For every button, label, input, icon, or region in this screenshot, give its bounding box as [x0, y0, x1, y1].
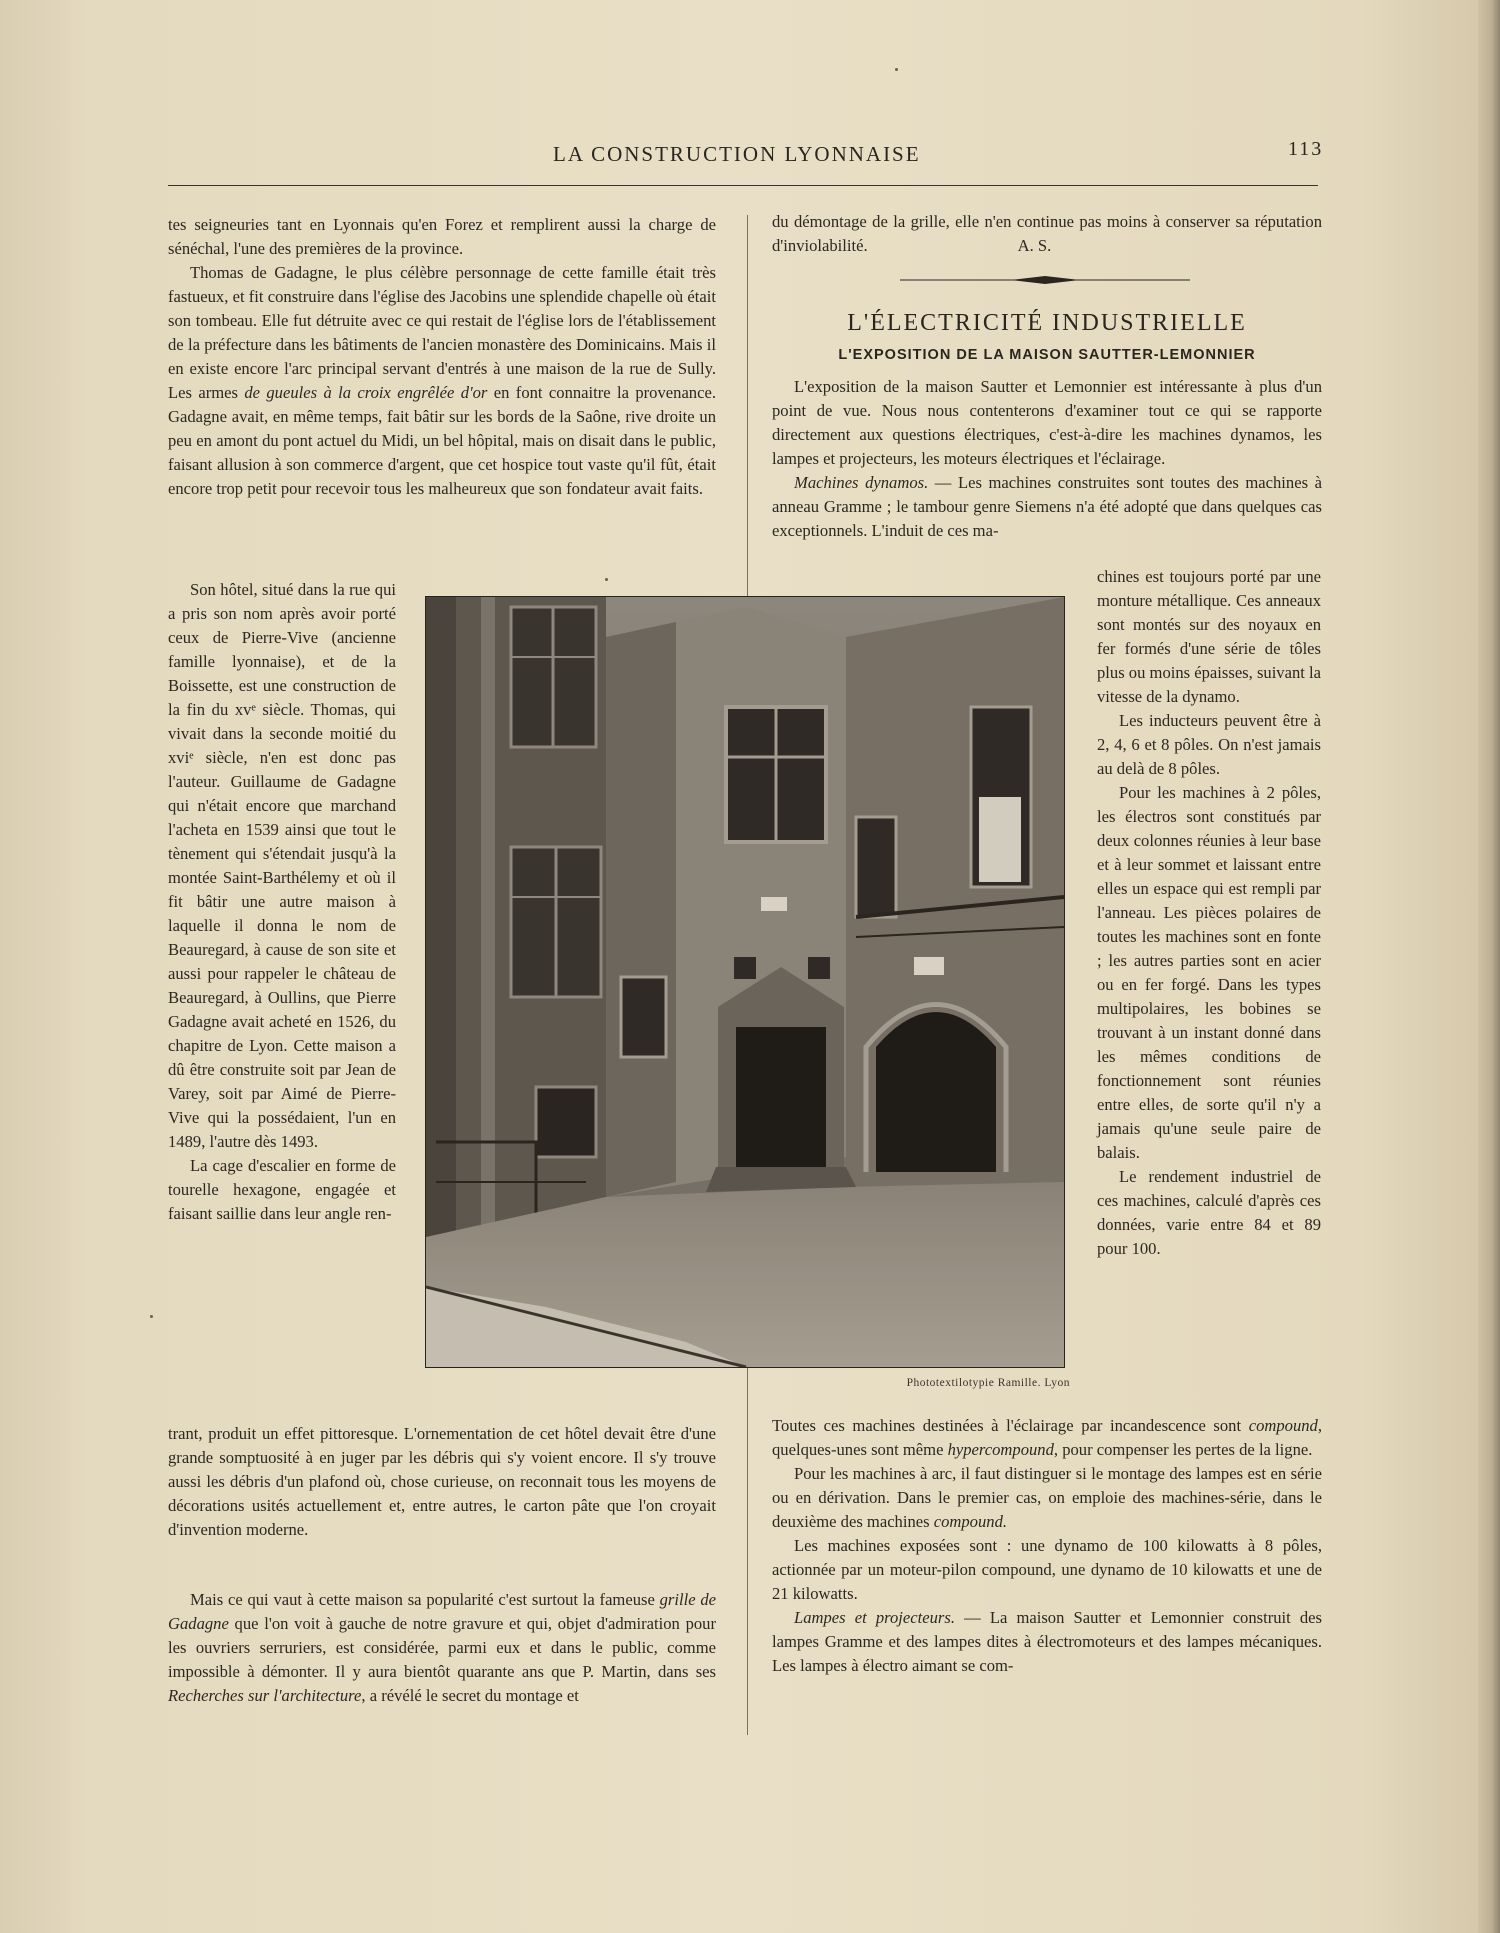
text-run: Mais ce qui vaut à cette maison sa popularité c'est surtout la fameuse — [190, 1590, 660, 1609]
header-rule — [168, 185, 1318, 186]
paper-spot — [150, 1315, 153, 1318]
left-column-wrap — [168, 578, 396, 1226]
paragraph: Les machines exposées sont : une dynamo de 100 kilowatts à 8 pôles, actionnée par un moteur-pilon compound, une dynamo de 10 kilowatts et une de 21 kilowatts. — [772, 1536, 1322, 1603]
paper-spot — [895, 68, 898, 71]
text-run: — Les machines construites sont toutes des machines à anneau Gramme ; le tambour genre Siemens n'a été adopté que dans quelques cas exceptionnels. L'induit de ces ma- — [772, 473, 1322, 540]
paper-spot — [605, 578, 608, 581]
paragraph: Le rendement industriel de ces machines, calculé d'après ces données, varie entre 84 et 89 pour 100. — [1097, 1167, 1321, 1258]
paragraph-grille — [168, 1588, 716, 1708]
section-subtitle: L'EXPOSITION DE LA MAISON SAUTTER-LEMONNIER — [838, 347, 1256, 363]
figure-caption: Phototextilotypie Ramille. Lyon — [906, 1377, 1070, 1389]
text-run: du démontage de la grille, elle n'en continue pas moins à conserver sa réputation d'inviolabilité. — [772, 212, 1322, 255]
courtyard-illustration — [426, 597, 1064, 1367]
page-number: 113 — [1288, 138, 1324, 160]
italic-run: Lampes et projecteurs. — [794, 1608, 955, 1627]
italic-run: hypercompound — [947, 1440, 1054, 1459]
italic-run: grille de Gadagne — [168, 1590, 716, 1633]
paragraph — [772, 210, 1322, 258]
text-run: Pour les machines à arc, il faut distinguer si le montage des lampes est en série ou en dérivation. Dans le premier cas, on emploie des machines-série, dans le deuxième des machines — [772, 1464, 1322, 1531]
paragraph: chines est toujours porté par une monture métallique. Ces anneaux sont montés sur des noyaux en fer formés d'une série de tôles plus ou moins épaisses, suivant la vitesse de la dynamo. — [1097, 567, 1321, 706]
text-run: , quelques-unes sont même — [772, 1416, 1322, 1459]
left-column-bottom — [168, 1422, 716, 1542]
paragraph — [772, 1606, 1322, 1678]
section-title: L'ÉLECTRICITÉ INDUSTRIELLE — [847, 310, 1247, 336]
right-column-top — [772, 210, 1322, 258]
text-run: — La maison Sautter et Lemonnier construit des lampes Gramme et des lampes dites à électromoteurs et des lampes mécaniques. Les lampes à électro aimant se com- — [772, 1608, 1323, 1675]
paragraph — [772, 1462, 1322, 1534]
text-run: , pour compenser les pertes de la ligne. — [1053, 1440, 1313, 1459]
italic-run: Recherches sur l'architecture — [168, 1686, 362, 1705]
left-column-final — [168, 1588, 716, 1708]
running-title: LA CONSTRUCTION LYONNAISE — [553, 142, 921, 166]
text-run: en font connaitre la provenance. Gadagne avait, en même temps, fait bâtir sur les bords de la Saône, rive droite un peu en amont du pont actuel du Midi, un bel hôpital, mais on disait dans le public, faisant allusion à son commerce d'argent, que cet hospice tout vaste qu'il fût, était encore trop petit pour recevoir tous les malheureux que son fondateur avait faits. — [168, 383, 716, 498]
courtyard-photograph — [425, 596, 1065, 1368]
signature: A. S. — [1017, 236, 1052, 255]
italic-run: compound — [1248, 1416, 1318, 1435]
italic-run: Machines dynamos. — [794, 473, 929, 492]
paragraph-gadagne — [168, 261, 716, 501]
paragraph-escalier: La cage d'escalier en forme de tourelle hexagone, engagée et faisant saillie dans leur angle ren- — [168, 1156, 396, 1223]
paragraph — [772, 1414, 1322, 1462]
right-column-intro — [772, 375, 1322, 543]
page-edge — [1478, 0, 1500, 1933]
text-run: Thomas de Gadagne, le plus célèbre personnage de cette famille était très fastueux, et fit construire dans l'église des Jacobins une splendide chapelle où était son tombeau. Elle fut détruite avec ce qui restait de l'église lors de l'établissement de la préfecture dans les bâtiments de l'ancien monastère des Dominicains. Mais il en existe encore l'arc principal servant d'entrés à une maison de la rue de Sully. Les armes — [168, 263, 716, 402]
paragraph: Pour les machines à 2 pôles, les électros sont constitués par deux colonnes réunies à leur base et à leur sommet et laissant entre elles un espace qui est rempli par l'anneau. Les pièces polaires de toutes les machines sont en fonte ; les autres parties sont en acier ou en fer forgé. Dans les types multipolaires, les bobines se trouvant à un instant donné dans les mêmes conditions de fonctionnement sont réunies entre elles, de sorte qu'il n'y a jamais qu'une seule paire de balais. — [1097, 783, 1321, 1162]
paragraph: L'exposition de la maison Sautter et Lemonnier est intéressante à plus d'un point de vue. Nous nous contenterons d'examiner tout ce qui se rapporte directement aux questions électriques, c'est-à-dire les machines dynamos, les lampes et projecteurs, les moteurs électriques et l'éclairage. — [772, 377, 1322, 468]
paragraph-hotel: Son hôtel, situé dans la rue qui a pris son nom après avoir porté ceux de Pierre-Vive (ancienne famille lyonnaise), et de la Boissette, est une construction de la fin du xvᵉ siècle. Thomas, qui vivait dans la seconde moitié du xviᵉ siècle, n'en est donc pas l'auteur. Guillaume de Gadagne qui n'était encore que marchand l'acheta en 1539 ainsi que tout le tènement qui s'étendait jusqu'à la montée Saint-Barthélemy et où il fit bâtir une autre maison à laquelle il donna le nom de Beauregard, à cause de son site et aussi pour rappeler le château de Beauregard, à Oullins, que Pierre Gadagne avait acheté en 1526, du chapitre de Lyon. Cette maison a dû être construite soit par Jean de Varey, soit par Aimé de Pierre-Vive qui la possédaient, l'un en 1489, l'autre dès 1493. — [168, 580, 396, 1151]
left-column-top — [168, 213, 716, 501]
paragraph-machines — [772, 471, 1322, 543]
text-run: Toutes ces machines destinées à l'éclairage par incandescence sont — [772, 1416, 1249, 1435]
paragraph: trant, produit un effet pittoresque. L'ornementation de cet hôtel devait être d'une grande somptuosité à en juger par les débris qui s'y voient encore. Il s'y trouve aussi les débris d'un plafond où, chose curieuse, on reconnait tous les moyens de décorations usités actuellement et, entre autres, le carton pâte que l'on croyait d'invention moderne. — [168, 1424, 716, 1539]
text-run: , a révélé le secret du montage et — [361, 1686, 579, 1705]
paragraph: tes seigneuries tant en Lyonnais qu'en Forez et remplirent aussi la charge de sénéchal, l'une des premières de la province. — [168, 215, 716, 258]
text-run: que l'on voit à gauche de notre gravure et qui, objet d'admiration pour les ouvriers serruriers, est considérée, parmi eux et dans le public, comme impossible à démonter. Il y aura bientôt quarante ans que P. Martin, dans ses — [168, 1614, 716, 1681]
right-column-wrap — [1097, 565, 1321, 1261]
paragraph: Les inducteurs peuvent être à 2, 4, 6 et 8 pôles. On n'est jamais au delà de 8 pôles. — [1097, 711, 1321, 778]
italic-run: compound. — [933, 1512, 1008, 1531]
right-column-bottom — [772, 1414, 1322, 1678]
ornament-rule — [900, 276, 1190, 284]
italic-run: de gueules à la croix engrêlée d'or — [244, 383, 488, 402]
